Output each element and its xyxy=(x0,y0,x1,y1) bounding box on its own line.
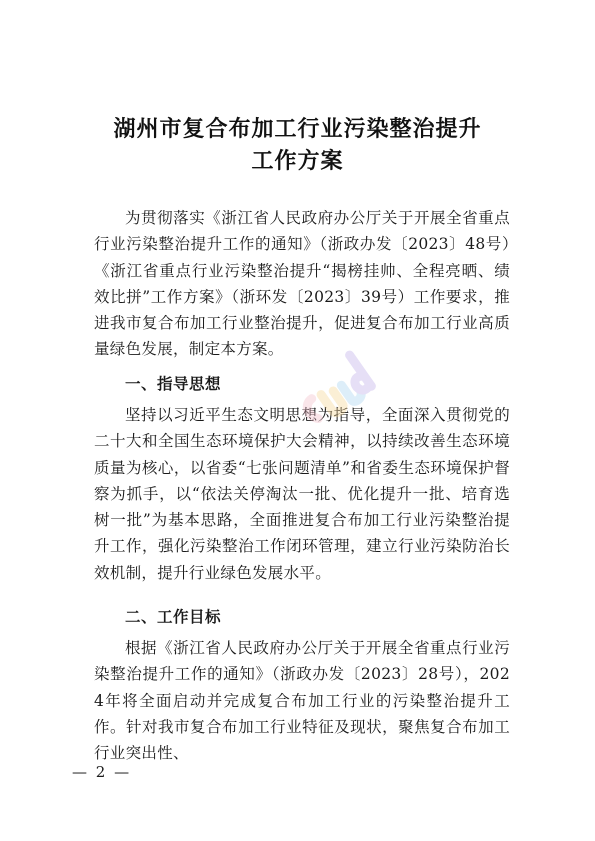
work-goals-paragraph: 根据《浙江省人民政府办公厅关于开展全省重点行业污染整治提升工作的通知》（浙政办发〔2023〕28号），2024年将全面启动并完成复合布加工行业的污染整治提升工作。针对我市复合布加工行业特征及现状，聚焦复合布加工行业突出性、 xyxy=(94,639,510,763)
page-number: — 2 — xyxy=(72,763,132,781)
section-heading-guiding-ideology: 一、指导思想 xyxy=(125,375,222,393)
intro-paragraph: 为贯彻落实《浙江省人民政府办公厅关于开展全省重点行业污染整治提升工作的通知》（浙政办发〔2023〕48号）《浙江省重点行业污染整治提升“揭榜挂帅、全程亮晒、绩效比拼”工作方案》（浙环发〔2023〕39号）工作要求，推进我市复合布加工行业整治提升，促进复合布加工行业高质量绿色发展，制定本方案。 xyxy=(94,209,510,359)
document-title-line-2: 工作方案 xyxy=(251,149,344,174)
document-title-line-1: 湖州市复合布加工行业污染整治提升 xyxy=(113,117,482,142)
cloud-logo-watermark-icon xyxy=(285,330,395,440)
guiding-ideology-paragraph: 坚持以习近平生态文明思想为指导，全面深入贯彻党的二十大和全国生态环境保护大会精神，以持续改善生态环境质量为核心，以省委“七张问题清单”和省委生态环境保护督察为抓手，以“依法关停淘汰一批、优化提升一批、培育选树一批”为基本思路，全面推进复合布加工行业污染整治提升工作，强化污染整治工作闭环管理，建立行业污染防治长效机制，提升行业绿色发展水平。 xyxy=(94,406,510,582)
section-heading-work-goals: 二、工作目标 xyxy=(125,608,222,626)
